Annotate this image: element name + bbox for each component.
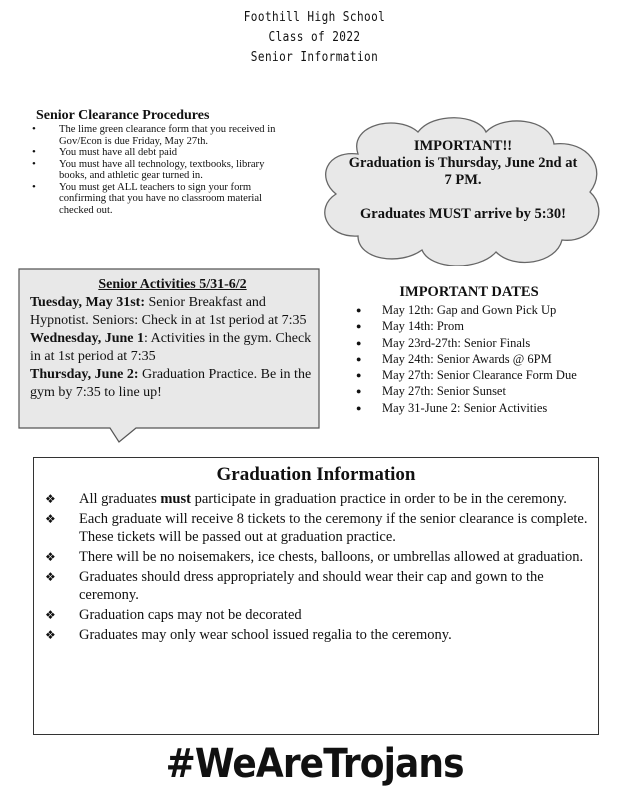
date-item: ● May 23rd-27th: Senior Finals bbox=[336, 335, 616, 351]
graduation-item: ❖ Graduates may only wear school issued regalia to the ceremony. bbox=[45, 627, 452, 643]
activity-day: Thursday, June 2: bbox=[30, 367, 139, 382]
page-header bbox=[0, 8, 629, 68]
list-item: • You must have all debt paid bbox=[30, 147, 285, 159]
diamond-bullet-icon: ❖ bbox=[45, 570, 56, 584]
clearance-section bbox=[30, 108, 285, 216]
date-item: ● May 27th: Senior Clearance Form Due bbox=[336, 367, 616, 383]
graduation-date: Graduation is Thursday, June 2nd at 7 PM. bbox=[348, 155, 578, 188]
clearance-title: Senior Clearance Procedures bbox=[36, 108, 210, 123]
activity-item bbox=[30, 294, 315, 330]
activities-title: Senior Activities 5/31-6/2 bbox=[98, 277, 247, 292]
graduation-info-box bbox=[33, 457, 599, 735]
important-heading: IMPORTANT!! bbox=[413, 138, 513, 154]
graduation-item: ❖ There will be no noisemakers, ice chests, balloons, or umbrellas allowed at graduation. bbox=[45, 549, 584, 565]
class-year: Class of 2022 bbox=[268, 30, 361, 45]
diamond-bullet-icon: ❖ bbox=[45, 492, 56, 506]
date-item: ● May 31-June 2: Senior Activities bbox=[336, 400, 616, 416]
diamond-bullet-icon: ❖ bbox=[45, 512, 56, 526]
diamond-bullet-icon: ❖ bbox=[45, 608, 56, 622]
hashtag: #WeAreTrojans bbox=[165, 741, 464, 787]
list-item: • You must have all technology, textbooks, library books, and athletic gear turned in. bbox=[30, 159, 285, 182]
date-item: ● May 24th: Senior Awards @ 6PM bbox=[336, 351, 616, 367]
date-item: ● May 27th: Senior Sunset bbox=[336, 383, 616, 399]
graduation-title: Graduation Information bbox=[216, 464, 416, 485]
graduation-item: ❖ Graduation caps may not be decorated bbox=[45, 607, 302, 623]
arrival-time: Graduates MUST arrive by 5:30! bbox=[360, 206, 566, 222]
date-item: ● May 14th: Prom bbox=[336, 318, 616, 334]
important-cloud bbox=[318, 114, 606, 266]
list-item: • You must get ALL teachers to sign your form confirming that you have no classroom material checked out. bbox=[30, 182, 285, 217]
date-item: ● May 12th: Gap and Gown Pick Up bbox=[336, 302, 616, 318]
diamond-bullet-icon: ❖ bbox=[45, 628, 56, 642]
list-item: • The lime green clearance form that you received in Gov/Econ is due Friday, May 27th. bbox=[30, 124, 285, 147]
activity-item bbox=[30, 330, 315, 366]
activity-text: Graduation Practice. Be in the gym by 7:35 to line up! bbox=[30, 367, 312, 400]
important-dates-section bbox=[336, 284, 616, 416]
activity-text: Senior Breakfast and Hypnotist. Seniors: Check in at 1st period at 7:35 bbox=[30, 295, 307, 328]
diamond-bullet-icon: ❖ bbox=[45, 550, 56, 564]
activity-day: Tuesday, May 31st: bbox=[30, 295, 146, 310]
activity-text: : Activities in the gym. Check in at 1st period at 7:35 bbox=[30, 331, 312, 364]
activity-item bbox=[30, 366, 315, 402]
dates-title: IMPORTANT DATES bbox=[399, 284, 539, 300]
graduation-list bbox=[34, 490, 598, 644]
activities-callout bbox=[18, 268, 320, 443]
activities-content bbox=[30, 276, 315, 402]
graduation-item: ❖ Graduates should dress appropriately and should wear their cap and gown to the ceremony. bbox=[45, 569, 544, 603]
activity-day: Wednesday, June 1 bbox=[30, 331, 144, 346]
header-subtitle: Senior Information bbox=[250, 50, 379, 65]
important-text bbox=[348, 138, 578, 223]
graduation-item: ❖ All graduates must participate in graduation practice in order to be in the ceremony. bbox=[45, 491, 567, 507]
graduation-item: ❖ Each graduate will receive 8 tickets to the ceremony if the senior clearance is complete. These tickets will be passed out at graduation practice. bbox=[45, 511, 588, 545]
school-name: Foothill High School bbox=[243, 10, 386, 25]
clearance-list bbox=[30, 124, 285, 216]
dates-list bbox=[336, 302, 616, 416]
